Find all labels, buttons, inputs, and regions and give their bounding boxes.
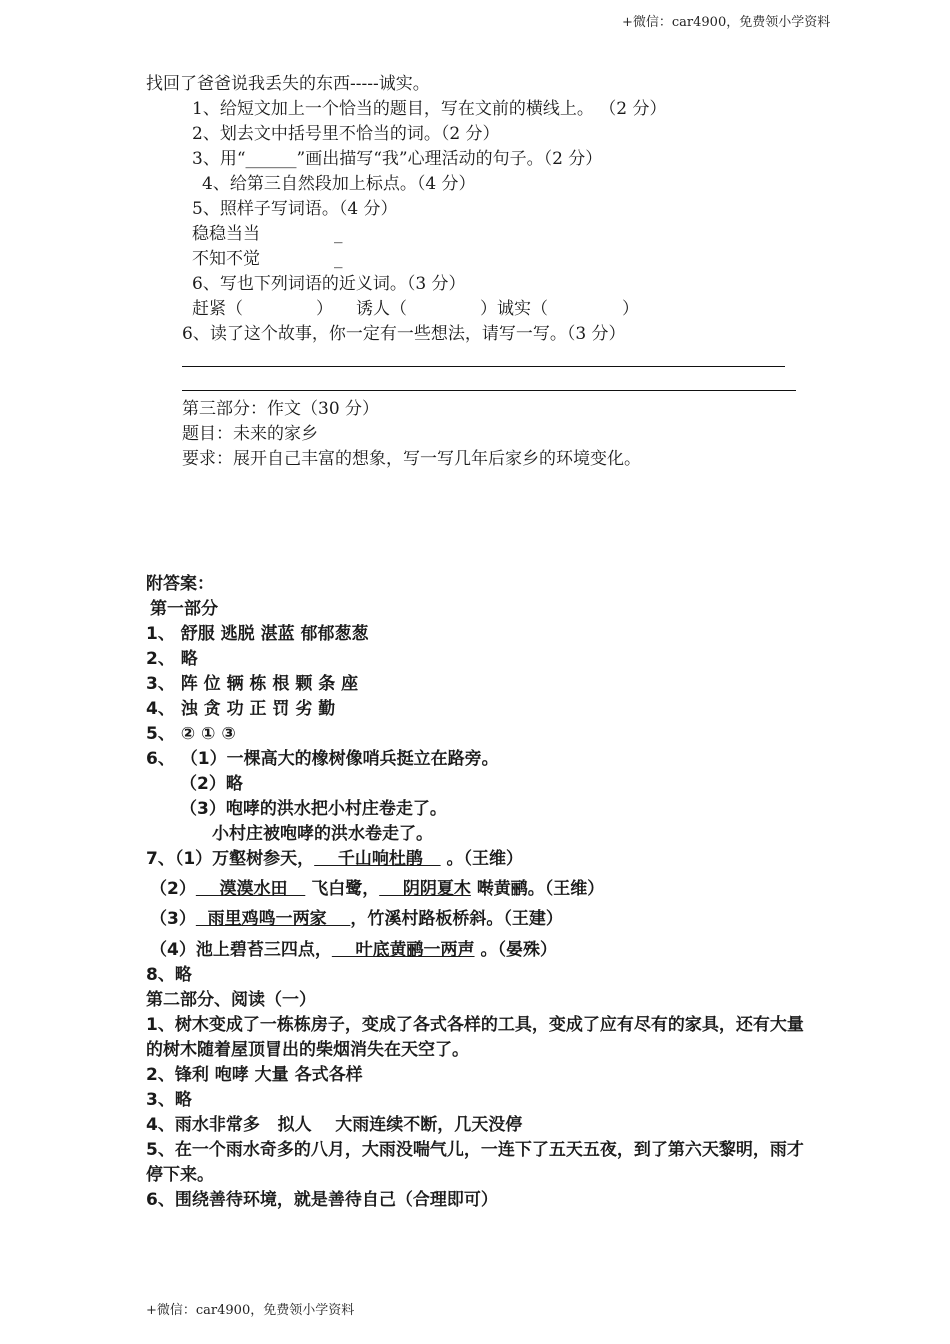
q5-example-1: 稳稳当当: [192, 224, 260, 244]
answer-7-4-post: 。（晏殊）: [480, 940, 557, 960]
answer-5: 5、 ② ① ③: [146, 724, 236, 744]
answer-7-4-pre: （4）池上碧苔三四点，: [150, 940, 332, 960]
essay-heading: 第三部分：作文（30 分）: [182, 399, 380, 419]
reading-answer-1: 1、树木变成了一栋栋房子，变成了各式各样的工具，变成了应有尽有的家具，还有大量的树木随着屋顶冒出的柴烟消失在天空了。: [146, 1015, 804, 1060]
reading-answer-3: 3、略: [146, 1090, 192, 1110]
watermark-top: +微信：car4900，免费领小学资料: [622, 15, 831, 30]
question-3: 3、用“______”画出描写“我”心理活动的句子。（2 分）: [192, 149, 603, 169]
answer-line-1: [182, 366, 785, 367]
answer-7-1-post: 。（王维）: [446, 849, 524, 869]
q6-close-1: ）: [316, 299, 333, 319]
answer-6-1: 6、 （1）一棵高大的橡树像哨兵挺立在路旁。: [146, 749, 499, 769]
question-1: 1、给短文加上一个恰当的题目，写在文前的横线上。 （2 分）: [192, 99, 667, 119]
answer-1: 1、 舒服 逃脱 湛蓝 郁郁葱葱: [146, 624, 369, 644]
watermark-bottom: +微信：car4900，免费领小学资料: [146, 1303, 355, 1318]
answer-7-2-blank-2: 阴阴夏木: [379, 879, 471, 899]
q5-blank-2: _: [334, 249, 343, 269]
answer-6-3: （3）咆哮的洪水把小村庄卷走了。: [180, 799, 447, 819]
answer-7-1: [146, 847, 523, 872]
answers-part1: 第一部分: [150, 599, 218, 619]
answer-7-3-blank: 雨里鸡鸣一两家: [195, 909, 351, 929]
question-4: 4、给第三自然段加上标点。（4 分）: [202, 174, 476, 194]
answer-7-2-pre: （2）: [150, 879, 196, 899]
answer-6-4: 小村庄被咆哮的洪水卷走了。: [212, 824, 433, 844]
q5-example-2: 不知不觉: [192, 249, 260, 269]
answer-6-2: （2）略: [180, 774, 243, 794]
answer-7-3: [150, 907, 563, 932]
answer-4: 4、 浊 贪 功 正 罚 劣 勤: [146, 699, 336, 719]
q6-word-3: 诚实（: [497, 299, 548, 319]
question-5: 5、照样子写词语。（4 分）: [192, 199, 398, 219]
answer-2: 2、 略: [146, 649, 198, 669]
essay-requirement: 要求：展开自己丰富的想象，写一写几年后家乡的环境变化。: [182, 449, 641, 469]
answer-8: 8、略: [146, 965, 192, 985]
question-2: 2、划去文中括号里不恰当的词。（2 分）: [192, 124, 500, 144]
answer-7-2-mid: 飞白鹭，: [311, 879, 380, 899]
answer-7-1-blank: 千山响杜鹃: [314, 849, 441, 869]
question-6: 6、写也下列词语的近义词。（3 分）: [192, 274, 466, 294]
reading-answer-5: 5、在一个雨水奇多的八月，大雨没喘气儿，一连下了五天五夜，到了第六天黎明，雨才停下来。: [146, 1140, 804, 1185]
answer-3: 3、 阵 位 辆 栋 根 颗 条 座: [146, 674, 359, 694]
reading-answer-4: 4、雨水非常多 拟人 大雨连续不断，几天没停: [146, 1115, 523, 1135]
reading-tail: 找回了爸爸说我丢失的东西-----诚实。: [146, 74, 430, 94]
answer-7-3-pre: （3）: [150, 909, 196, 929]
q6-word-1: 赶紧（: [192, 299, 243, 319]
answer-7-2: [150, 877, 604, 902]
answer-7-2-post: 啭黄鹂。（王维）: [476, 879, 605, 899]
q5-blank-1: _: [334, 224, 343, 244]
question-7: 6、读了这个故事，你一定有一些想法，请写一写。（3 分）: [182, 324, 626, 344]
q6-close-3: ）: [622, 299, 639, 319]
answer-7-4-blank: 叶底黄鹂一两声: [331, 940, 475, 960]
answer-7-3-post: ，竹溪村路板桥斜。（王建）: [350, 909, 563, 929]
essay-title: 题目：未来的家乡: [182, 424, 318, 444]
answers-part2: 第二部分、阅读（一）: [146, 990, 316, 1010]
answers-heading: 附答案：: [146, 574, 214, 594]
q6-close-2: ）: [480, 299, 497, 319]
reading-answer-6: 6、围绕善待环境，就是善待自己（合理即可）: [146, 1190, 498, 1210]
answer-7-2-blank-1: 漠漠水田: [195, 879, 306, 899]
reading-answer-2: 2、锋利 咆哮 大量 各式各样: [146, 1065, 363, 1085]
answer-7-1-pre: 7、（1）万壑树参天，: [146, 849, 315, 869]
answer-7-4: [150, 938, 557, 963]
answer-line-2: [182, 390, 796, 391]
q6-word-2: 诱人（: [356, 299, 407, 319]
